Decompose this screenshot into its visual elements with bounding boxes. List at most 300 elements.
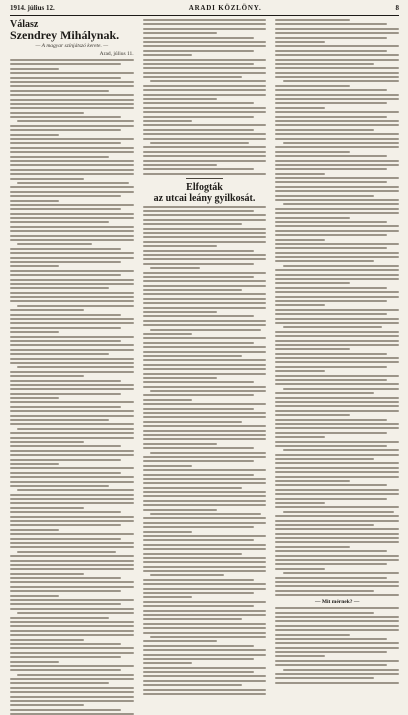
text-line	[10, 564, 134, 566]
text-line	[275, 195, 374, 197]
text-line	[10, 235, 134, 237]
left-column	[10, 19, 134, 565]
text-line	[275, 383, 399, 385]
text-line	[275, 269, 399, 271]
text-line	[143, 37, 254, 39]
text-line	[275, 414, 349, 416]
text-line	[10, 538, 121, 540]
text-line	[275, 155, 386, 157]
text-line	[10, 608, 134, 610]
text-line	[275, 19, 349, 21]
text-line	[143, 535, 267, 537]
text-line	[283, 669, 399, 671]
text-line	[143, 394, 254, 396]
text-line	[10, 437, 134, 439]
text-line	[275, 445, 386, 447]
text-line	[10, 221, 109, 223]
text-line	[275, 111, 399, 113]
text-line	[275, 634, 349, 636]
text-line	[143, 124, 267, 126]
text-line	[143, 23, 267, 25]
text-line	[275, 555, 399, 557]
text-line	[143, 482, 267, 484]
text-line	[275, 427, 399, 429]
text-line	[275, 89, 386, 91]
text-line	[143, 254, 267, 256]
text-line	[275, 107, 324, 109]
text-line	[10, 687, 134, 689]
text-line	[10, 112, 84, 114]
text-line	[275, 239, 324, 241]
text-line	[143, 355, 242, 357]
text-line	[143, 206, 267, 208]
text-line	[143, 561, 267, 563]
article-body-middle-top	[143, 19, 267, 175]
text-line	[10, 270, 134, 272]
text-line	[275, 72, 399, 74]
text-line	[10, 173, 134, 175]
text-line	[275, 151, 349, 153]
text-line	[10, 696, 134, 698]
text-line	[143, 684, 242, 686]
text-line	[10, 217, 134, 219]
text-line	[10, 265, 59, 267]
text-line	[10, 542, 134, 544]
text-line	[10, 586, 134, 588]
text-line	[10, 415, 134, 417]
text-line	[10, 261, 121, 263]
text-line	[143, 654, 267, 656]
text-line	[275, 524, 374, 526]
text-line	[143, 19, 267, 21]
text-line	[283, 142, 399, 144]
text-line	[143, 72, 267, 74]
text-line	[143, 219, 267, 221]
text-line	[275, 647, 399, 649]
text-line	[10, 682, 109, 684]
page-number: 8	[395, 4, 399, 12]
text-line	[143, 689, 267, 691]
text-line	[275, 467, 399, 469]
text-line	[283, 572, 399, 574]
text-line	[10, 322, 134, 324]
text-line	[143, 425, 267, 427]
text-line	[143, 146, 267, 148]
text-line	[143, 487, 242, 489]
text-line	[275, 23, 386, 25]
text-line	[10, 533, 134, 535]
text-line	[10, 99, 134, 101]
text-line	[275, 423, 399, 425]
text-line	[275, 190, 399, 192]
text-line	[275, 335, 399, 337]
text-line	[275, 375, 399, 377]
text-line	[143, 658, 254, 660]
text-line	[275, 287, 386, 289]
article-dateline-left: Arad, július 11.	[99, 51, 134, 57]
text-line	[10, 643, 121, 645]
text-line	[275, 278, 399, 280]
text-line	[275, 102, 386, 104]
masthead	[10, 4, 399, 14]
text-line	[10, 90, 109, 92]
text-line	[10, 279, 134, 281]
text-line	[10, 445, 121, 447]
text-line	[143, 364, 267, 366]
text-line	[143, 228, 267, 230]
article-body-left	[10, 59, 134, 715]
text-line	[10, 200, 59, 202]
text-line	[275, 274, 399, 276]
text-line	[283, 326, 382, 328]
text-line	[10, 647, 134, 649]
text-line	[275, 625, 399, 627]
text-line	[143, 693, 267, 695]
text-line	[275, 164, 399, 166]
text-line	[10, 169, 134, 171]
text-line	[275, 366, 386, 368]
text-line	[143, 399, 192, 401]
text-line	[275, 638, 386, 640]
text-line	[143, 662, 192, 664]
text-line	[275, 322, 399, 324]
text-line	[10, 349, 134, 351]
text-line	[10, 630, 134, 632]
text-line	[143, 214, 267, 216]
text-line	[143, 346, 267, 348]
text-line	[10, 81, 134, 83]
text-line	[143, 223, 242, 225]
text-line	[143, 671, 254, 673]
text-line	[143, 111, 267, 113]
text-line	[143, 116, 254, 118]
text-line	[275, 230, 399, 232]
text-line	[10, 652, 134, 654]
text-line	[275, 563, 386, 565]
text-line	[275, 120, 399, 122]
text-line	[143, 522, 267, 524]
text-line	[17, 243, 91, 245]
text-line	[10, 204, 134, 206]
text-line	[143, 605, 254, 607]
text-line	[10, 661, 59, 663]
text-line	[143, 276, 254, 278]
text-line	[10, 208, 121, 210]
text-line	[143, 311, 217, 313]
text-line	[10, 230, 134, 232]
text-line	[10, 555, 134, 557]
text-line	[143, 368, 267, 370]
text-line	[275, 208, 399, 210]
text-line	[275, 541, 399, 543]
text-line	[275, 331, 399, 333]
text-line	[143, 504, 267, 506]
text-line	[150, 574, 224, 576]
text-line	[275, 282, 349, 284]
text-line	[275, 581, 399, 583]
text-line	[143, 67, 267, 69]
text-line	[275, 379, 386, 381]
text-line	[275, 256, 399, 258]
text-line	[10, 375, 84, 377]
text-line	[143, 63, 254, 65]
text-line	[275, 612, 374, 614]
text-line	[275, 462, 399, 464]
text-line	[143, 272, 267, 274]
text-line	[143, 544, 267, 546]
text-line	[275, 300, 386, 302]
text-line	[143, 623, 267, 625]
text-line	[10, 309, 84, 311]
text-line	[143, 337, 267, 339]
text-line	[143, 28, 267, 30]
text-line	[10, 296, 134, 298]
text-line	[10, 709, 121, 711]
text-line	[10, 507, 84, 509]
text-line	[143, 232, 267, 234]
text-line	[17, 366, 133, 368]
text-line	[283, 265, 399, 267]
text-line	[143, 610, 267, 612]
text-line	[143, 54, 192, 56]
text-line	[143, 618, 242, 620]
text-line	[275, 199, 399, 201]
text-line	[143, 596, 192, 598]
text-line	[10, 72, 134, 74]
text-line	[275, 651, 386, 653]
text-line	[143, 478, 267, 480]
text-line	[10, 186, 134, 188]
text-line	[143, 447, 254, 449]
text-line	[10, 353, 109, 355]
text-line	[275, 168, 386, 170]
headline-middle-line2: az utcai leány gyilkosát.	[153, 192, 256, 204]
masthead-rule	[10, 15, 399, 16]
text-line	[10, 568, 134, 570]
text-line	[275, 489, 399, 491]
text-line	[143, 495, 267, 497]
text-line	[10, 327, 121, 329]
text-line	[275, 655, 324, 657]
text-line	[143, 307, 267, 309]
text-line	[143, 236, 267, 238]
text-line	[143, 258, 267, 260]
text-line	[10, 213, 134, 215]
text-line	[17, 674, 133, 676]
middle-column	[143, 19, 267, 565]
text-line	[143, 570, 267, 572]
text-line	[283, 388, 399, 390]
text-line	[143, 245, 217, 247]
article-body-middle	[143, 206, 267, 695]
text-line	[275, 63, 374, 65]
right-column	[275, 19, 399, 606]
text-line	[10, 147, 134, 149]
text-line	[10, 68, 59, 70]
text-line	[10, 371, 134, 373]
text-line	[143, 133, 267, 135]
text-line	[275, 660, 399, 662]
text-line	[143, 151, 267, 153]
text-line	[143, 359, 267, 361]
text-line	[143, 342, 254, 344]
text-line	[143, 386, 267, 388]
text-line	[275, 568, 324, 570]
text-line	[275, 533, 399, 535]
text-line	[10, 454, 134, 456]
text-line	[143, 438, 267, 440]
text-line	[275, 85, 349, 87]
text-line	[143, 45, 267, 47]
text-line	[10, 178, 84, 180]
text-line	[143, 298, 267, 300]
text-line	[10, 625, 134, 627]
article-headline-middle	[143, 182, 267, 204]
text-line	[10, 520, 134, 522]
text-line	[275, 620, 399, 622]
text-line	[275, 313, 386, 315]
text-line	[275, 410, 399, 412]
text-line	[275, 419, 386, 421]
text-line	[143, 460, 254, 462]
text-line	[10, 142, 121, 144]
text-line	[275, 357, 399, 359]
text-line	[275, 476, 399, 478]
text-line	[143, 403, 267, 405]
text-line	[275, 247, 386, 249]
text-line	[275, 212, 399, 214]
text-line	[17, 612, 133, 614]
text-line	[10, 252, 134, 254]
text-line	[143, 500, 267, 502]
text-line	[275, 304, 324, 306]
text-line	[10, 669, 121, 671]
text-line	[150, 452, 266, 454]
text-line	[275, 177, 399, 179]
text-line	[275, 559, 399, 561]
text-line	[275, 133, 399, 135]
text-line	[10, 344, 134, 346]
text-line	[10, 300, 134, 302]
text-line	[275, 397, 399, 399]
text-line	[283, 80, 399, 82]
text-line	[275, 124, 399, 126]
text-line	[143, 680, 267, 682]
text-line	[10, 573, 84, 575]
text-line	[10, 590, 121, 592]
text-line	[143, 241, 267, 243]
text-line	[150, 267, 199, 269]
text-line	[275, 616, 399, 618]
text-line	[10, 406, 121, 408]
text-line	[275, 401, 399, 403]
text-line	[10, 388, 134, 390]
text-line	[10, 511, 121, 513]
text-line	[17, 428, 133, 430]
text-line	[143, 168, 254, 170]
text-line	[10, 134, 59, 136]
text-line	[143, 517, 267, 519]
text-line	[143, 76, 242, 78]
text-line	[275, 291, 399, 293]
text-line	[10, 603, 121, 605]
text-line	[10, 617, 109, 619]
text-line	[275, 344, 399, 346]
text-line	[275, 480, 349, 482]
text-line	[275, 585, 399, 587]
text-line	[143, 614, 267, 616]
text-line	[143, 443, 217, 445]
text-line	[275, 296, 399, 298]
text-line	[275, 32, 399, 34]
text-line	[275, 454, 399, 456]
text-line	[10, 77, 121, 79]
text-line	[10, 481, 134, 483]
text-line	[143, 173, 267, 175]
text-line	[143, 566, 267, 568]
text-line	[10, 639, 84, 641]
text-line	[143, 539, 254, 541]
text-line	[143, 592, 254, 594]
text-line	[143, 416, 267, 418]
text-line	[10, 248, 121, 250]
text-line	[10, 195, 121, 197]
text-line	[10, 94, 134, 96]
text-line	[10, 502, 134, 504]
text-line	[143, 675, 267, 677]
text-line	[275, 577, 386, 579]
text-line	[10, 59, 134, 61]
text-line	[275, 471, 399, 473]
text-line	[275, 116, 386, 118]
text-line	[10, 287, 109, 289]
text-line	[275, 243, 399, 245]
text-line	[10, 621, 134, 623]
text-line	[143, 579, 254, 581]
text-line	[275, 94, 399, 96]
text-line	[10, 358, 134, 360]
text-line	[143, 640, 217, 642]
text-line	[10, 257, 134, 259]
text-line	[143, 548, 267, 550]
text-line	[275, 28, 399, 30]
text-line	[275, 146, 399, 148]
text-line	[143, 155, 267, 157]
text-line	[10, 634, 134, 636]
text-line	[275, 41, 324, 43]
text-line	[275, 234, 386, 236]
headline-left-line1: Válasz	[10, 19, 39, 30]
text-line	[143, 120, 192, 122]
text-line	[143, 210, 254, 212]
text-line	[10, 103, 134, 105]
text-line	[283, 511, 394, 513]
text-line	[143, 164, 217, 166]
text-line	[283, 449, 399, 451]
text-line	[143, 333, 192, 335]
text-line	[10, 678, 134, 680]
text-line	[10, 380, 121, 382]
text-line	[10, 362, 134, 364]
text-line	[143, 583, 267, 585]
text-line	[275, 54, 399, 56]
text-line	[143, 138, 267, 140]
text-line	[143, 98, 217, 100]
text-line	[10, 656, 121, 658]
text-line	[275, 677, 374, 679]
text-line	[275, 340, 399, 342]
text-line	[143, 412, 267, 414]
